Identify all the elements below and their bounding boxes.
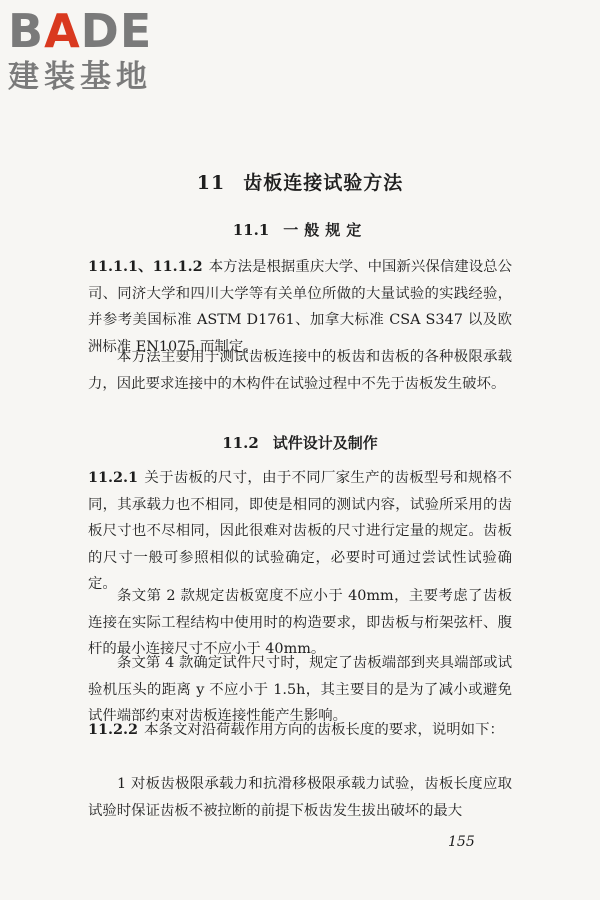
section-number: 11.2 — [222, 434, 259, 452]
paragraph-text: 本条文对沿荷载作用方向的齿板长度的要求，说明如下： — [144, 722, 504, 738]
paragraph — [88, 344, 512, 397]
chapter-number: 11 — [196, 172, 226, 194]
section-number: 11.1 — [232, 221, 270, 239]
section-heading-11-2 — [0, 432, 600, 453]
chapter-title — [0, 168, 600, 195]
section-title-text: 试件设计及制作 — [272, 434, 378, 452]
paragraph-text: 本方法主要用于测试齿板连接中的板齿和齿板的各种极限承载力，因此要求连接中的木构件在试验过程中不先于齿板发生破坏。 — [88, 349, 512, 392]
paragraph — [88, 465, 512, 598]
logo-subtitle: 建装基地 — [8, 59, 152, 95]
paragraph-text: 条文第 4 款确定试件尺寸时，规定了齿板端部到夹具端部或试验机压头的距离 y 不应小于 1.5h，其主要目的是为了减小或避免试件端部约束对齿板连接性能产生影响。 — [88, 655, 512, 724]
paragraph-text: 本方法是根据重庆大学、中国新兴保信建设总公司、同济大学和四川大学等有关单位所做的大量试验的实践经验，并参考美国标准 ASTM D1761、加拿大标准 CSA S347 以及欧洲标准 EN1075 而制定。 — [88, 259, 512, 355]
section-title-text: 一般规定 — [283, 221, 368, 239]
clause-number: 11.1.1、11.1.2 — [88, 258, 203, 275]
paragraph-text: 1 对板齿极限承载力和抗滑移极限承载力试验，齿板长度应取试验时保证齿板不被拉断的前提下板齿发生拔出破坏的最大 — [88, 776, 512, 819]
clause-number: 11.2.1 — [88, 469, 139, 486]
paragraph — [88, 717, 512, 744]
page-number: 155 — [448, 834, 475, 850]
paragraph-text: 关于齿板的尺寸，由于不同厂家生产的齿板型号和规格不同，其承载力也不相同，即使是相同的测试内容，试验所采用的齿板尺寸也不尽相同，因此很难对齿板的尺寸进行定量的规定。齿板的尺寸一般可参照相似的试验确定，必要时可通过尝试性试验确定。 — [88, 470, 512, 592]
chapter-title-text: 齿板连接试验方法 — [243, 172, 404, 194]
logo-letter-a: A — [44, 4, 81, 58]
logo-letter-b: B — [8, 4, 45, 58]
bade-logo — [8, 6, 178, 96]
paragraph-text: 条文第 2 款规定齿板宽度不应小于 40mm，主要考虑了齿板连接在实际工程结构中使用时的构造要求，即齿板与桁架弦杆、腹杆的最小连接尺寸不应小于 40mm。 — [88, 588, 512, 657]
paragraph — [88, 771, 512, 824]
section-heading-11-1 — [0, 219, 600, 240]
logo-letters-de: DE — [80, 4, 153, 58]
clause-number: 11.2.2 — [88, 721, 139, 738]
logo-wordmark — [8, 6, 178, 56]
